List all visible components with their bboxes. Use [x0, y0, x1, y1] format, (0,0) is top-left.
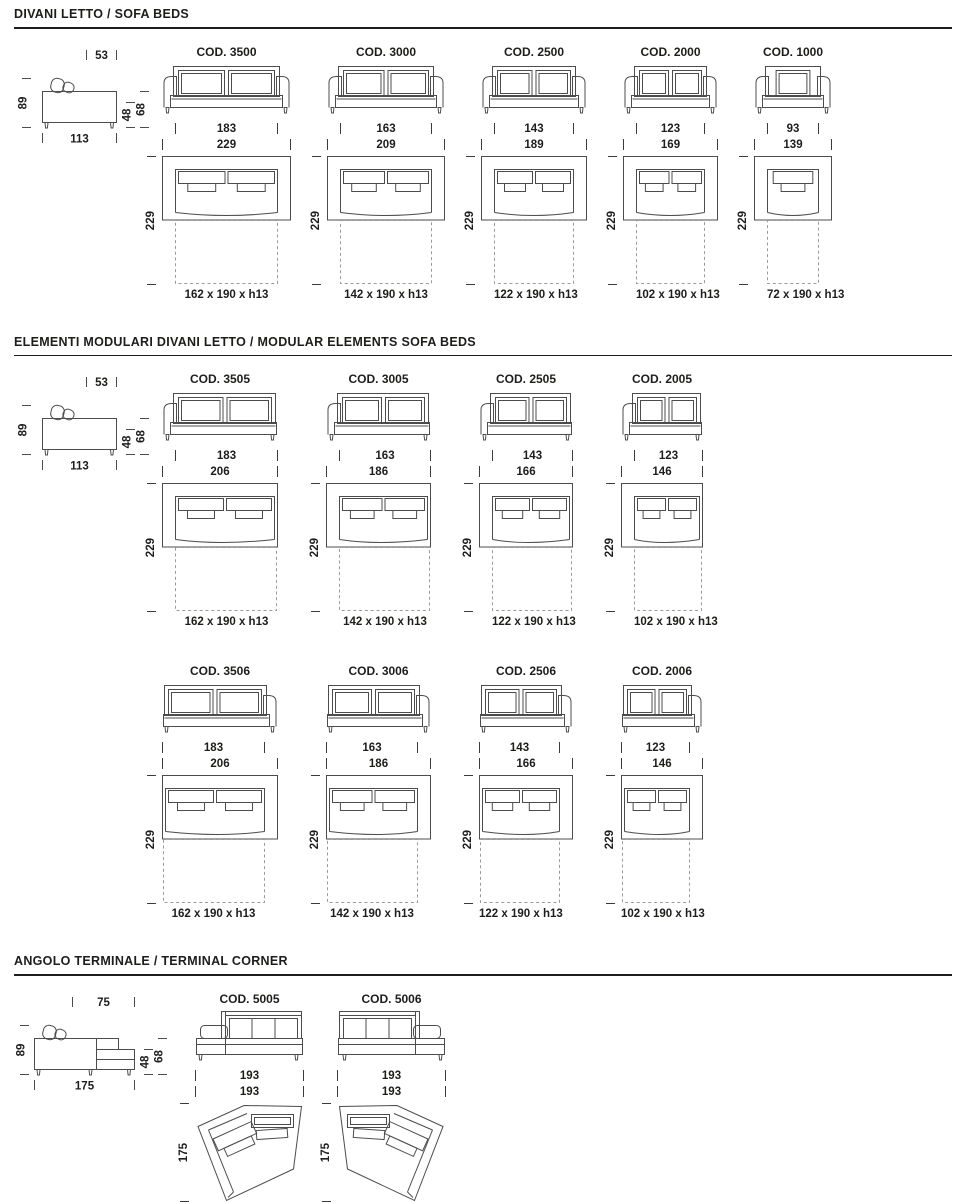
front-elevation-drawing — [327, 62, 445, 118]
plan-view-drawing — [326, 483, 431, 612]
open-depth-dimension — [604, 483, 616, 612]
unit-cod-3000 — [310, 44, 445, 301]
unit-cod-2006 — [604, 664, 705, 921]
bed-mattress-size: 122 x 190 x h13 — [492, 616, 576, 629]
svg-text:48: 48 — [121, 435, 134, 449]
bed-mattress-size: 102 x 190 x h13 — [621, 908, 705, 921]
open-depth-dimension — [462, 483, 474, 612]
svg-text:68: 68 — [135, 430, 148, 444]
depth-dimension-label: 175 — [178, 1142, 190, 1163]
plan-view-block — [145, 483, 278, 612]
section-rule — [14, 27, 952, 29]
section-modular-elements — [14, 335, 952, 921]
dimension-tick — [606, 483, 615, 484]
front-elevation-drawing — [326, 681, 431, 737]
bed-mattress-size: 102 x 190 x h13 — [634, 616, 718, 629]
front-elevation-drawing — [162, 681, 278, 737]
section-rule — [14, 974, 952, 976]
overall-width-dimension: 166 — [479, 757, 573, 771]
front-elevation-drawing — [479, 389, 573, 445]
plan-view-drawing — [162, 156, 291, 285]
plan-view-drawing — [754, 156, 832, 285]
depth-dimension-label: 229 — [464, 210, 476, 230]
plan-view-block — [320, 1103, 446, 1202]
svg-text:113: 113 — [70, 133, 89, 146]
plan-view-drawing — [327, 156, 445, 285]
depth-dimension-label: 229 — [462, 538, 474, 558]
bed-mattress-size: 162 x 190 x h13 — [171, 908, 256, 921]
unit-cod-3006 — [309, 664, 431, 921]
product-code: COD. 2000 — [640, 44, 701, 59]
open-depth-dimension — [309, 775, 321, 904]
open-depth-dimension — [310, 156, 322, 285]
bed-mattress-size: 122 x 190 x h13 — [479, 908, 563, 921]
product-code: COD. 5006 — [361, 992, 422, 1007]
svg-text:89: 89 — [17, 423, 30, 437]
dimension-tick — [180, 1103, 189, 1104]
plan-view-drawing — [621, 483, 703, 612]
product-code: COD. 2005 — [631, 372, 693, 387]
seat-width-dimension: 143 — [494, 122, 574, 136]
overall-width-dimension: 169 — [623, 138, 718, 152]
overall-width-dimension: 206 — [162, 465, 278, 479]
dimension-tick — [466, 156, 475, 157]
front-elevation-drawing — [621, 681, 703, 737]
front-elevation-drawing — [326, 389, 431, 445]
svg-text:48: 48 — [121, 108, 134, 122]
section-rule — [14, 355, 952, 357]
overall-width-dimension: 186 — [326, 465, 431, 479]
dimension-tick — [312, 284, 321, 285]
unit-row — [145, 372, 718, 629]
seat-width-dimension: 163 — [339, 449, 431, 463]
open-depth-dimension — [604, 775, 616, 904]
front-elevation-drawing — [621, 389, 703, 445]
seat-width-dimension: 183 — [162, 741, 265, 755]
seat-width-dimension: 183 — [175, 449, 278, 463]
overall-width-dimension: 189 — [481, 138, 587, 152]
dimension-tick — [606, 611, 615, 612]
open-depth-dimension — [462, 775, 474, 904]
dimension-tick — [311, 483, 320, 484]
product-code: COD. 3506 — [189, 664, 251, 679]
dimension-tick — [311, 611, 320, 612]
depth-dimension-label: 229 — [604, 830, 616, 850]
product-code: COD. 3005 — [348, 372, 409, 387]
plan-view-block — [604, 483, 703, 612]
seat-width-dimension: 143 — [492, 449, 573, 463]
unit-cod-2000 — [606, 44, 720, 301]
plan-view-drawing — [162, 483, 278, 612]
unit-row — [145, 44, 845, 301]
plan-view-drawing — [481, 156, 587, 285]
dimension-tick — [739, 284, 748, 285]
seat-width-dimension: 123 — [636, 122, 705, 136]
seat-width-dimension: 93 — [767, 122, 819, 136]
depth-dimension-label: 229 — [309, 830, 321, 850]
dimension-tick — [311, 775, 320, 776]
plan-view-drawing — [337, 1103, 446, 1202]
front-elevation-drawing — [481, 62, 587, 118]
dimension-tick — [739, 156, 748, 157]
plan-view-drawing — [623, 156, 718, 285]
svg-text:89: 89 — [15, 1043, 28, 1057]
depth-dimension-label: 229 — [309, 538, 321, 558]
svg-text:75: 75 — [97, 997, 110, 1010]
front-elevation-drawing — [754, 62, 832, 118]
front-elevation-drawing — [195, 1009, 304, 1065]
overall-width-dimension: 229 — [162, 138, 291, 152]
product-code: COD. 3006 — [348, 664, 409, 679]
section-title: ANGOLO TERMINALE / TERMINAL CORNER — [14, 954, 288, 969]
dimension-tick — [466, 284, 475, 285]
plan-view-block — [737, 156, 832, 285]
open-depth-dimension — [145, 775, 157, 904]
plan-view-block — [462, 483, 573, 612]
plan-view-drawing — [195, 1103, 304, 1202]
svg-text:53: 53 — [95, 49, 108, 62]
product-code: COD. 5005 — [219, 992, 280, 1007]
depth-dimension-label: 229 — [145, 210, 157, 230]
bed-mattress-size: 142 x 190 x h13 — [330, 908, 414, 921]
product-code: COD. 2500 — [503, 44, 565, 59]
dimension-tick — [312, 156, 321, 157]
bed-mattress-size: 122 x 190 x h13 — [494, 288, 578, 301]
dimension-tick — [608, 156, 617, 157]
product-code: COD. 2006 — [631, 664, 693, 679]
seat-width-dimension: 163 — [326, 741, 418, 755]
overall-width-dimension: 209 — [327, 138, 445, 152]
dimension-tick — [608, 284, 617, 285]
seat-width-dimension: 183 — [175, 122, 278, 136]
unit-cod-2505 — [462, 372, 576, 629]
product-code: COD. 3500 — [196, 44, 257, 59]
seat-width-dimension: 163 — [340, 122, 432, 136]
front-elevation-drawing — [479, 681, 573, 737]
seat-width-dimension: 123 — [634, 449, 703, 463]
plan-view-block — [178, 1103, 304, 1202]
open-depth-dimension — [464, 156, 476, 285]
depth-dimension-label: 229 — [310, 210, 322, 230]
dimension-tick — [606, 903, 615, 904]
overall-width-dimension: 193 — [337, 1085, 446, 1099]
depth-dimension-label: 229 — [606, 210, 618, 230]
dimension-tick — [464, 611, 473, 612]
unit-cod-5005 — [178, 992, 304, 1202]
bed-mattress-size: 142 x 190 x h13 — [343, 616, 427, 629]
unit-cod-3505 — [145, 372, 278, 629]
dimension-tick — [147, 156, 156, 157]
overall-width-dimension: 186 — [326, 757, 431, 771]
plan-view-block — [606, 156, 718, 285]
depth-dimension-label: 229 — [145, 830, 157, 850]
front-elevation-drawing — [337, 1009, 446, 1065]
seat-width-dimension: 193 — [195, 1069, 304, 1083]
plan-view-block — [145, 156, 291, 285]
overall-width-dimension: 146 — [621, 757, 703, 771]
open-depth-dimension — [145, 483, 157, 612]
overall-width-dimension: 139 — [754, 138, 832, 152]
front-elevation-drawing — [162, 62, 291, 118]
unit-cod-2500 — [464, 44, 587, 301]
product-code: COD. 3505 — [189, 372, 251, 387]
plan-view-block — [145, 775, 278, 904]
open-depth-dimension — [309, 483, 321, 612]
bed-mattress-size: 72 x 190 x h13 — [767, 288, 845, 301]
unit-cod-3005 — [309, 372, 431, 629]
unit-cod-3506 — [145, 664, 278, 921]
side-view-drawing — [14, 372, 162, 476]
svg-text:68: 68 — [135, 102, 148, 116]
dimension-tick — [464, 775, 473, 776]
unit-cod-1000 — [737, 44, 845, 301]
product-code: COD. 2505 — [495, 372, 557, 387]
section-terminal-corner — [14, 954, 952, 1202]
dimension-tick — [147, 903, 156, 904]
unit-cod-2506 — [462, 664, 573, 921]
bed-mattress-size: 162 x 190 x h13 — [184, 616, 269, 629]
svg-text:113: 113 — [70, 460, 89, 473]
overall-width-dimension: 146 — [621, 465, 703, 479]
product-code: COD. 3000 — [355, 44, 417, 59]
unit-cod-3500 — [145, 44, 291, 301]
product-code: COD. 2506 — [495, 664, 557, 679]
dimension-tick — [464, 483, 473, 484]
plan-view-block — [310, 156, 445, 285]
unit-cod-5006 — [320, 992, 446, 1202]
plan-view-drawing — [621, 775, 703, 904]
open-depth-dimension — [320, 1103, 332, 1202]
front-elevation-drawing — [162, 389, 278, 445]
overall-width-dimension: 166 — [479, 465, 573, 479]
svg-text:89: 89 — [17, 96, 30, 110]
overall-width-dimension: 206 — [162, 757, 278, 771]
depth-dimension-label: 175 — [320, 1142, 332, 1163]
depth-dimension-label: 229 — [737, 210, 749, 230]
svg-text:68: 68 — [153, 1050, 166, 1063]
depth-dimension-label: 229 — [604, 538, 616, 558]
section-sofa-beds — [14, 7, 952, 301]
unit-row — [178, 992, 446, 1202]
unit-cod-2005 — [604, 372, 718, 629]
seat-width-dimension: 143 — [479, 741, 560, 755]
plan-view-drawing — [162, 775, 278, 904]
bed-mattress-size: 102 x 190 x h13 — [636, 288, 720, 301]
open-depth-dimension — [606, 156, 618, 285]
overall-width-dimension: 193 — [195, 1085, 304, 1099]
seat-width-dimension: 123 — [621, 741, 690, 755]
plan-view-block — [462, 775, 573, 904]
open-depth-dimension — [145, 156, 157, 285]
dimension-tick — [147, 483, 156, 484]
open-depth-dimension — [178, 1103, 190, 1202]
plan-view-drawing — [479, 483, 573, 612]
plan-view-block — [604, 775, 703, 904]
product-code: COD. 1000 — [762, 44, 824, 59]
side-view-drawing — [14, 45, 162, 149]
plan-view-block — [464, 156, 587, 285]
depth-dimension-label: 229 — [462, 830, 474, 850]
bed-mattress-size: 162 x 190 x h13 — [184, 288, 269, 301]
plan-view-block — [309, 775, 431, 904]
plan-view-drawing — [326, 775, 431, 904]
seat-width-dimension: 193 — [337, 1069, 446, 1083]
plan-view-block — [309, 483, 431, 612]
front-elevation-drawing — [623, 62, 718, 118]
unit-row — [145, 664, 705, 921]
depth-dimension-label: 229 — [145, 538, 157, 558]
section-title: ELEMENTI MODULARI DIVANI LETTO / MODULAR ELEMENTS SOFA BEDS — [14, 334, 476, 349]
dimension-tick — [311, 903, 320, 904]
side-view-drawing — [14, 992, 182, 1096]
dimension-tick — [606, 775, 615, 776]
bed-mattress-size: 142 x 190 x h13 — [344, 288, 428, 301]
section-title: DIVANI LETTO / SOFA BEDS — [14, 7, 190, 21]
svg-text:175: 175 — [74, 1080, 95, 1093]
dimension-tick — [147, 284, 156, 285]
svg-text:53: 53 — [95, 377, 108, 390]
plan-view-drawing — [479, 775, 573, 904]
dimension-tick — [147, 611, 156, 612]
dimension-tick — [322, 1103, 331, 1104]
dimension-tick — [464, 903, 473, 904]
svg-text:48: 48 — [139, 1055, 152, 1069]
open-depth-dimension — [737, 156, 749, 285]
dimension-tick — [147, 775, 156, 776]
